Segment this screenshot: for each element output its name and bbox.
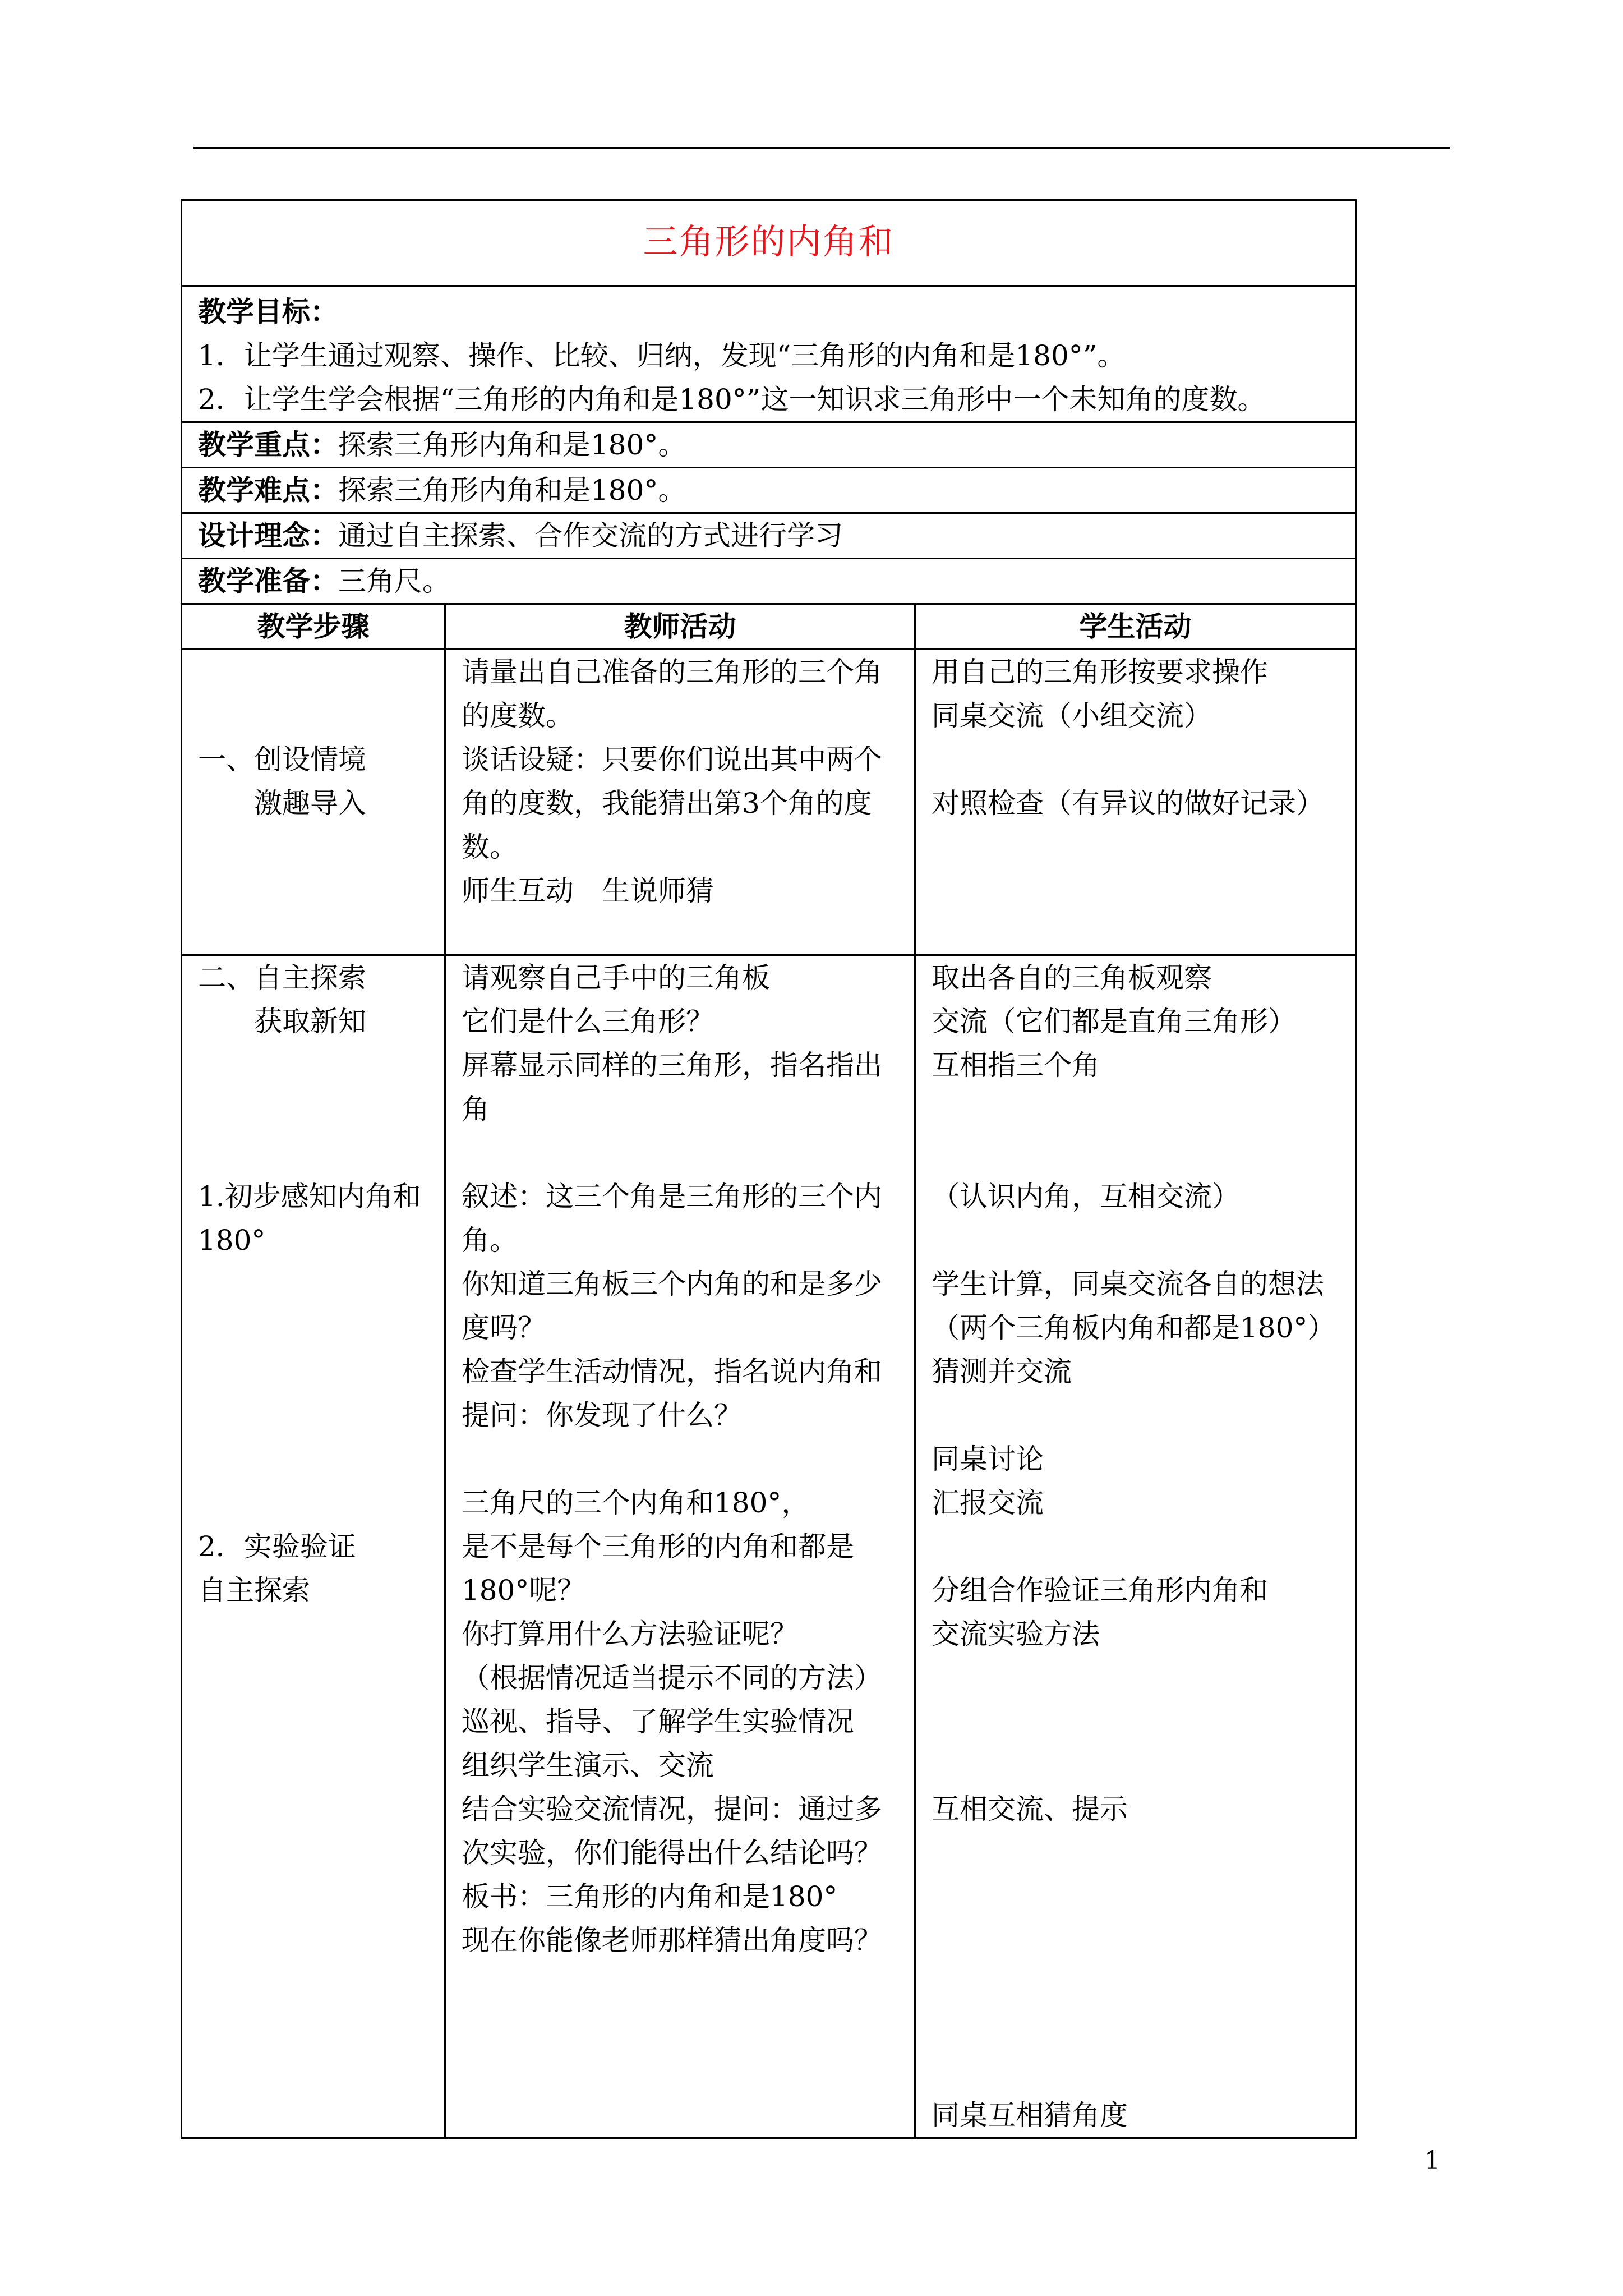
step-subtitle: 激趣导入 — [254, 787, 366, 820]
step-title: 一、创设情境 — [198, 743, 366, 776]
teacher-line: 叙述：这三个角是三角形的三个内 — [462, 1180, 882, 1213]
student-line: 互相交流、提示 — [932, 1793, 1128, 1825]
teacher-line: 角。 — [462, 1224, 518, 1257]
teacher-line: 板书：三角形的内角和是180° — [462, 1880, 838, 1913]
objectives-label: 教学目标： — [198, 295, 338, 328]
table-row — [182, 955, 1356, 2138]
teacher-line: 你知道三角板三个内角的和是多少 — [462, 1268, 882, 1300]
key-point-label: 教学重点： — [198, 428, 338, 461]
teacher-line: 检查学生活动情况，指名说内角和 — [462, 1355, 882, 1388]
teacher-line: 角的度数，我能猜出第3个角的度 — [462, 787, 872, 820]
step-subtitle: 180° — [198, 1224, 266, 1257]
column-header-student: 学生活动 — [915, 604, 1356, 650]
key-point-row — [182, 422, 1356, 468]
student-line: 交流实验方法 — [932, 1618, 1100, 1650]
student-line: 同桌交流（小组交流） — [932, 700, 1212, 732]
student-line: （两个三角板内角和都是180°） — [932, 1312, 1336, 1344]
title-cell — [182, 200, 1356, 286]
teacher-line: 你打算用什么方法验证呢？ — [462, 1618, 798, 1650]
student-line: 汇报交流 — [932, 1487, 1044, 1519]
student-line: 猜测并交流 — [932, 1355, 1072, 1388]
section2-teacher-cell — [445, 955, 915, 2138]
teacher-line: 请量出自己准备的三角形的三个角 — [462, 656, 882, 688]
column-header-steps: 教学步骤 — [182, 604, 445, 650]
difficulty-label: 教学难点： — [198, 473, 338, 507]
teacher-line: 次实验，你们能得出什么结论吗？ — [462, 1837, 882, 1869]
lesson-plan-table — [181, 199, 1357, 2139]
teacher-line: 度吗？ — [462, 1312, 546, 1344]
step-title: 二、自主探索 — [198, 961, 366, 994]
teacher-line: 现在你能像老师那样猜出角度吗？ — [462, 1924, 882, 1957]
teacher-line: 它们是什么三角形？ — [462, 1005, 714, 1038]
section1-step-cell — [182, 650, 445, 955]
student-line: 学生计算，同桌交流各自的想法 — [932, 1268, 1324, 1300]
design-idea-row — [182, 513, 1356, 559]
step-title: 1.初步感知内角和 — [198, 1180, 421, 1213]
teacher-line: 180°呢？ — [462, 1574, 585, 1607]
student-line: 交流（它们都是直角三角形） — [932, 1005, 1296, 1038]
teacher-line: 师生互动 生说师猜 — [462, 875, 714, 907]
teacher-line: 提问：你发现了什么？ — [462, 1399, 742, 1432]
student-line: 对照检查（有异议的做好记录） — [932, 787, 1324, 820]
teacher-line: 是不是每个三角形的内角和都是 — [462, 1530, 854, 1563]
student-line: 同桌讨论 — [932, 1443, 1044, 1475]
teacher-line: （根据情况适当提示不同的方法） — [462, 1662, 882, 1694]
step-subtitle: 自主探索 — [198, 1574, 310, 1607]
section1-teacher-cell — [445, 650, 915, 955]
student-line: （认识内角，互相交流） — [932, 1180, 1240, 1213]
key-point-text: 探索三角形内角和是180°。 — [338, 429, 686, 461]
page-number: 1 — [1424, 2146, 1440, 2175]
preparation-label: 教学准备： — [198, 564, 338, 597]
teacher-line: 请观察自己手中的三角板 — [462, 961, 770, 994]
teacher-line: 巡视、指导、了解学生实验情况 — [462, 1705, 854, 1738]
preparation-text: 三角尺。 — [338, 565, 450, 597]
teacher-line: 屏幕显示同样的三角形，指名指出 — [462, 1049, 882, 1082]
step-subtitle: 获取新知 — [254, 1005, 366, 1038]
column-header-teacher: 教师活动 — [445, 604, 915, 650]
difficulty-text: 探索三角形内角和是180°。 — [338, 474, 686, 507]
table-row — [182, 650, 1356, 955]
student-line: 取出各自的三角板观察 — [932, 961, 1212, 994]
objective-item: 2．让学生学会根据“三角形的内角和是180°”这一知识求三角形中一个未知角的度数。 — [198, 383, 1266, 416]
difficulty-row — [182, 468, 1356, 513]
step-title: 2．实验验证 — [198, 1530, 356, 1563]
teacher-line: 三角尺的三个内角和180°， — [462, 1487, 810, 1519]
student-line: 互相指三个角 — [932, 1049, 1100, 1082]
teacher-line: 结合实验交流情况，提问：通过多 — [462, 1793, 882, 1825]
student-line: 用自己的三角形按要求操作 — [932, 656, 1268, 688]
section2-step-cell — [182, 955, 445, 2138]
section1-student-cell — [915, 650, 1356, 955]
design-idea-label: 设计理念： — [198, 519, 338, 552]
teacher-line: 角 — [462, 1093, 490, 1125]
student-line: 同桌互相猜角度 — [932, 2099, 1128, 2132]
teacher-line: 组织学生演示、交流 — [462, 1749, 714, 1782]
design-idea-text: 通过自主探索、合作交流的方式进行学习 — [338, 519, 843, 552]
preparation-row — [182, 559, 1356, 604]
teacher-line: 谈话设疑：只要你们说出其中两个 — [462, 743, 882, 776]
teacher-line: 数。 — [462, 831, 518, 863]
objectives-cell — [182, 286, 1356, 422]
section2-student-cell — [915, 955, 1356, 2138]
student-line: 分组合作验证三角形内角和 — [932, 1574, 1268, 1607]
objective-item: 1．让学生通过观察、操作、比较、归纳，发现“三角形的内角和是180°”。 — [198, 339, 1126, 372]
page-title: 三角形的内角和 — [643, 221, 895, 262]
header-rule — [193, 147, 1450, 149]
teacher-line: 的度数。 — [462, 700, 574, 732]
